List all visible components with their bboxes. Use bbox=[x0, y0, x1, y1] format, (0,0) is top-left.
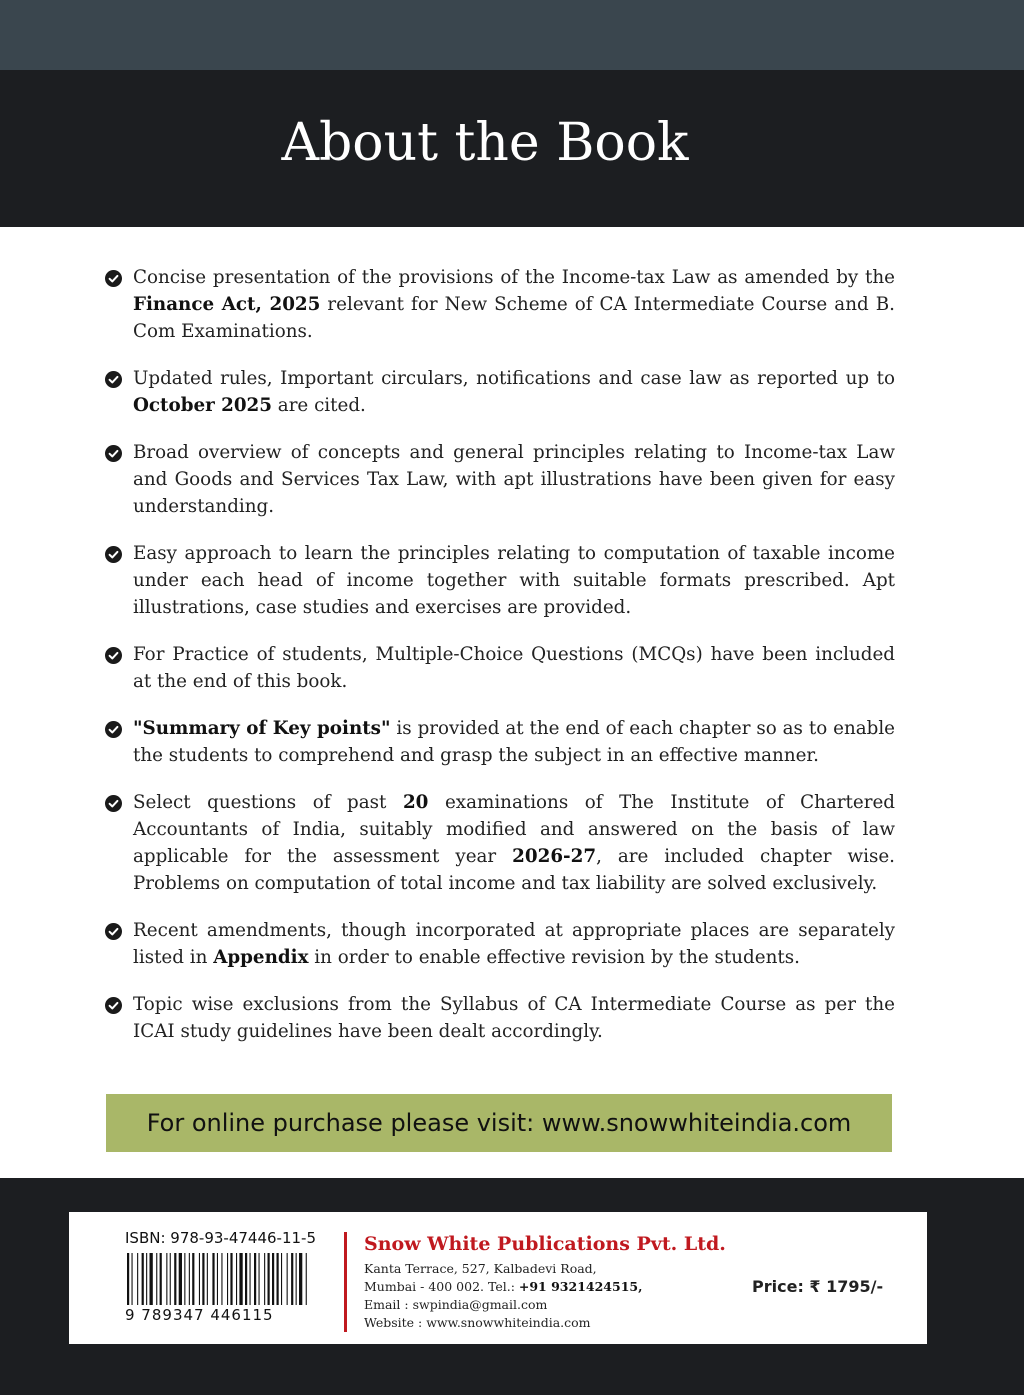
phone-number: +91 9321424515, bbox=[518, 1279, 643, 1294]
barcode-bar bbox=[230, 1253, 232, 1305]
list-item bbox=[105, 789, 895, 897]
barcode-image bbox=[125, 1253, 311, 1305]
item-text: is provided at the end of each chapter so as to enable the students to comprehend and grasp the subject in an effective manner. bbox=[133, 718, 895, 766]
barcode-bar bbox=[199, 1253, 200, 1305]
barcode-bar bbox=[142, 1253, 144, 1305]
barcode-bar bbox=[156, 1253, 157, 1305]
header-band bbox=[0, 70, 1024, 227]
bold-text: Appendix bbox=[213, 947, 309, 968]
item-text: Broad overview of concepts and general principles relating to Income-tax Law and Goods and Services Tax Law, with apt illustrations have been given for easy understanding. bbox=[133, 442, 895, 517]
list-item bbox=[105, 264, 895, 345]
website-text: Website : www.snowwhiteindia.com bbox=[364, 1315, 591, 1330]
bold-text: Finance Act, 2025 bbox=[133, 294, 321, 315]
barcode-bar bbox=[146, 1253, 147, 1305]
barcode-bar bbox=[174, 1253, 176, 1305]
barcode-bar bbox=[259, 1253, 260, 1305]
check-circle-icon bbox=[105, 445, 122, 462]
list-item bbox=[105, 439, 895, 520]
address-line-phone bbox=[364, 1278, 642, 1296]
publisher-name: Snow White Publications Pvt. Ltd. bbox=[364, 1233, 726, 1255]
barcode-bar bbox=[296, 1253, 297, 1305]
list-item bbox=[105, 540, 895, 621]
check-circle-icon bbox=[105, 647, 122, 664]
barcode-bar bbox=[254, 1253, 256, 1305]
bold-text: 20 bbox=[402, 792, 429, 813]
purchase-banner bbox=[106, 1094, 892, 1152]
item-text: in order to enable effective revision by the students. bbox=[308, 947, 800, 968]
barcode-bar bbox=[306, 1253, 307, 1305]
address-line: Kanta Terrace, 527, Kalbadevi Road, bbox=[364, 1261, 597, 1276]
barcode-bar bbox=[166, 1253, 167, 1305]
barcode-bar bbox=[291, 1253, 293, 1305]
item-text: Recent amendments, though incorporated at appropriate places are separately listed in bbox=[133, 920, 895, 968]
bold-text: 2026-27 bbox=[512, 846, 597, 867]
barcode-bar bbox=[299, 1253, 302, 1305]
check-circle-icon bbox=[105, 270, 122, 287]
feature-list bbox=[105, 264, 895, 1065]
check-circle-icon bbox=[105, 371, 122, 388]
barcode-bar bbox=[264, 1253, 265, 1305]
top-band bbox=[0, 0, 1024, 70]
barcode-bar bbox=[179, 1253, 182, 1305]
check-circle-icon bbox=[105, 923, 122, 940]
barcode-bar bbox=[132, 1253, 133, 1305]
item-text: examinations of The Institute of Chartered Accountants of India, suitably modified and answered on the basis of law applicable for the assessment year bbox=[133, 792, 895, 867]
email-text: Email : swpindia@gmail.com bbox=[364, 1297, 548, 1312]
barcode-bar bbox=[281, 1253, 282, 1305]
item-text: Topic wise exclusions from the Syllabus of CA Intermediate Course as per the ICAI study guidelines have been dealt accordingly. bbox=[133, 994, 895, 1042]
list-item bbox=[105, 991, 895, 1045]
address-prefix: Mumbai - 400 002. Tel.: bbox=[364, 1279, 519, 1294]
barcode-bar bbox=[184, 1253, 185, 1305]
page-title: About the Book bbox=[281, 113, 689, 173]
check-circle-icon bbox=[105, 546, 122, 563]
barcode-bar bbox=[272, 1253, 274, 1305]
barcode-bar bbox=[236, 1253, 237, 1305]
item-text: relevant for New Scheme of CA Intermediate Course and B. Com Examinations. bbox=[133, 294, 895, 342]
barcode-bar bbox=[207, 1253, 208, 1305]
list-item bbox=[105, 917, 895, 971]
barcode-bar bbox=[221, 1253, 222, 1305]
barcode-bar bbox=[250, 1253, 251, 1305]
item-text: Updated rules, Important circulars, notifications and case law as reported up to bbox=[133, 368, 895, 389]
item-text: Select questions of past bbox=[133, 792, 403, 813]
barcode-bar bbox=[227, 1253, 228, 1305]
barcode-number: 9 789347 446115 bbox=[125, 1306, 274, 1324]
barcode-bar bbox=[127, 1253, 129, 1305]
barcode-bar bbox=[160, 1253, 162, 1305]
item-text: For Practice of students, Multiple-Choice Questions (MCQs) have been included at the end of this book. bbox=[133, 644, 895, 692]
purchase-banner-text: For online purchase please visit: www.snowwhiteindia.com bbox=[146, 1109, 852, 1137]
check-circle-icon bbox=[105, 721, 122, 738]
barcode-bar bbox=[245, 1253, 247, 1305]
list-item bbox=[105, 365, 895, 419]
price-text: Price: ₹ 1795/- bbox=[752, 1277, 884, 1296]
barcode-bar bbox=[202, 1253, 204, 1305]
item-text: Concise presentation of the provisions of the Income-tax Law as amended by the bbox=[133, 267, 895, 288]
barcode-bar bbox=[212, 1253, 214, 1305]
list-item bbox=[105, 715, 895, 769]
item-text: Easy approach to learn the principles relating to computation of taxable income under each head of income together with suitable formats prescribed. Apt illustrations, case studies and exercises are provided. bbox=[133, 543, 895, 618]
publisher-address bbox=[364, 1260, 642, 1332]
barcode-bar bbox=[150, 1253, 153, 1305]
check-circle-icon bbox=[105, 997, 122, 1014]
item-text: , are included chapter wise. Problems on computation of total income and tax liability are solved exclusively. bbox=[133, 846, 895, 894]
divider-line bbox=[344, 1232, 347, 1332]
barcode-bar bbox=[170, 1253, 171, 1305]
barcode-bar bbox=[189, 1253, 190, 1305]
barcode-bar bbox=[287, 1253, 288, 1305]
barcode-bar bbox=[137, 1253, 138, 1305]
list-item bbox=[105, 641, 895, 695]
barcode-bar bbox=[217, 1253, 218, 1305]
check-circle-icon bbox=[105, 795, 122, 812]
item-text: are cited. bbox=[271, 395, 366, 416]
bold-text: "Summary of Key points" bbox=[133, 718, 391, 739]
barcode-bar bbox=[192, 1253, 194, 1305]
barcode-bar bbox=[239, 1253, 242, 1305]
barcode-bar bbox=[268, 1253, 270, 1305]
bold-text: October 2025 bbox=[133, 395, 272, 416]
barcode-bar bbox=[277, 1253, 279, 1305]
isbn-text: ISBN: 978-93-47446-11-5 bbox=[125, 1229, 316, 1247]
